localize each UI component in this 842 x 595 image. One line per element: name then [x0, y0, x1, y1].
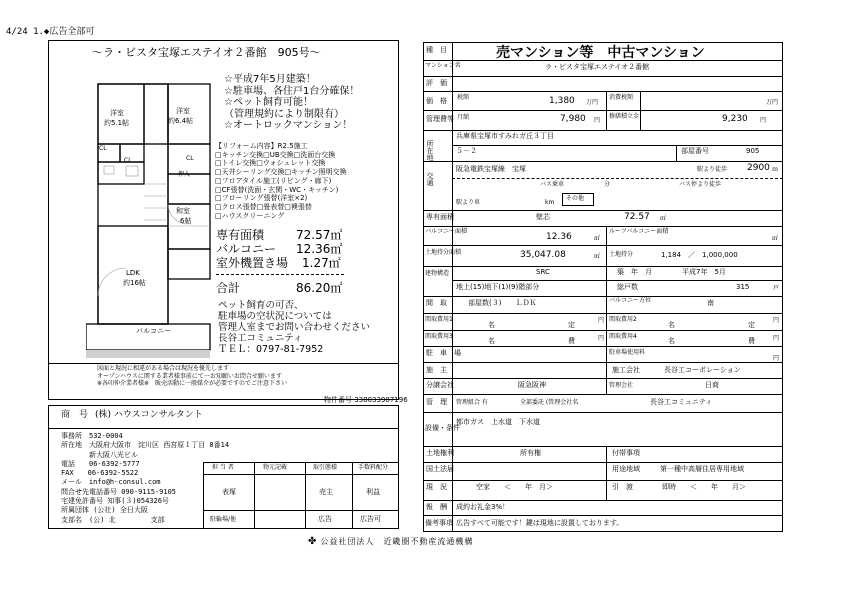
reform-item: □天井シーリング交換□キッチン照明交換 [215, 168, 347, 177]
ad-value: 広告可 [360, 515, 381, 523]
point-5: ☆オートロックマンション！ [224, 120, 353, 131]
room-japanese-size: 6帖 [180, 217, 192, 225]
mgmt-sub: 月額 [457, 114, 470, 121]
exclusive-label: 専有面積 [426, 213, 454, 221]
balcony-area-label: バルコニー面積 [425, 228, 468, 235]
ad-label: 広告 [318, 515, 332, 523]
row-line [423, 226, 783, 227]
repair-unit: 円 [760, 117, 767, 124]
units-label: 総戸数 [617, 283, 638, 291]
total-label: 合計 [216, 281, 241, 295]
room-western-2: 洋室 [176, 107, 190, 115]
company-detail-line: 新大阪八光ビル [61, 450, 138, 459]
row-line [423, 245, 783, 246]
grid-value-transaction: 売主 [319, 488, 333, 496]
constructor-value: 長谷工コーポレーション [664, 366, 741, 374]
cell-line [676, 145, 677, 161]
row-line [423, 266, 783, 267]
row-line [423, 412, 783, 413]
mgmt-company-value: 日商 [705, 381, 719, 389]
total-value: 86.20㎡ [296, 281, 343, 295]
structure-label: 建物構造 [425, 270, 450, 277]
parking-fee-unit: 円 [773, 355, 780, 362]
cell-line [606, 446, 607, 500]
property-serial: 物件番号 338033987196 [324, 396, 408, 404]
tax-label: 消費税額 [609, 94, 634, 101]
row-line [423, 480, 783, 481]
reform-item: □CF張替(洗面・玄関・WC・キッチン) [215, 185, 339, 194]
row-line [423, 446, 783, 447]
builder-label: 施 主 [426, 366, 447, 374]
mgmt-value: 7,980 [560, 114, 586, 124]
fee1-label: 関取費用1 [425, 316, 453, 323]
fee3-unit: 円 [598, 335, 605, 342]
row-line [423, 296, 783, 297]
parking-fee-label: 駐車場使用料 [609, 349, 646, 356]
layout-value: 部屋数(３) ＬＤＫ [468, 299, 537, 307]
management-company: 長谷工コミュニティ [650, 398, 713, 406]
grid-line [203, 510, 399, 511]
traffic-label: 交通 [426, 172, 434, 186]
floors-value: 地上(15)地下(1)(9)階部分 [456, 283, 540, 291]
status-label: 現 況 [426, 483, 447, 491]
reform-item: □ハウスクリーニング [215, 211, 285, 220]
area-value-exclusive: 72.57㎡ [296, 228, 343, 242]
management-form: 全部委託 (管理会社名 [520, 399, 579, 406]
pet-note-line: 管理人室までお問い合わせください [218, 322, 371, 333]
fee4-unit: 円 [773, 335, 780, 342]
disclaimer-line: ※各印仲介業者様※ 販売活動に一般媒介が必要ですのでご注意下さい [97, 380, 288, 387]
balcony-area-unit: ㎡ [594, 235, 601, 242]
equipment-label: 設備・条件 [425, 424, 460, 432]
fee3-b: 費 [568, 337, 575, 345]
grid-header-transaction: 取引態様 [313, 464, 338, 471]
pet-note-line: 長谷工コミュニティ [218, 333, 303, 344]
row-line [423, 515, 783, 516]
grid-line [254, 462, 255, 529]
structure-value: SRC [536, 268, 550, 276]
room-ldk-size: 約16帖 [123, 279, 146, 287]
company-detail-line: 所在地 大阪府大阪市 淀川区 西宮原１丁目 8番14 [61, 441, 230, 450]
reform-item: □トイレ交換□ウォシュレット交換 [215, 159, 326, 168]
row-line [423, 60, 783, 61]
grid-line [203, 474, 399, 475]
seller-value: 阪急阪神 [518, 381, 546, 389]
walk-label: 駅より徒歩 [697, 166, 728, 173]
repair-value: 9,230 [722, 114, 748, 124]
station-value: 阪急電鉄宝塚線 宝塚 [456, 165, 526, 173]
exclusive-value: 72.57 [624, 212, 650, 222]
closet-label-1: CL [99, 145, 107, 152]
trade-name: (株) ハウスコンサルタント [95, 410, 203, 420]
mgmt-label: 管理費等 [426, 115, 454, 123]
price-value: 1,380 [549, 96, 575, 106]
other-label: その他 [566, 195, 585, 202]
management-type: 管理組合 有 [456, 399, 488, 406]
row-line [423, 210, 783, 211]
grid-line [352, 462, 353, 529]
row-line [423, 346, 783, 347]
disclaimer [97, 365, 287, 388]
row-line [452, 280, 783, 281]
row-line [423, 362, 783, 363]
disclaimer-line: 図面と現況に相違がある場合は現況を優先します [97, 365, 230, 372]
land-rights-label: 土地権利 [426, 449, 454, 457]
constructor-label: 施工会社 [612, 366, 640, 374]
area-label-balcony: バルコニー [216, 242, 277, 256]
hyoka-label: 評 価 [426, 79, 447, 87]
units-value: 315 [736, 283, 750, 291]
sheet-header-label: 種 目 [426, 46, 447, 54]
row-line [423, 91, 783, 92]
pet-note-line: ペット飼育の可否、 [218, 300, 304, 311]
car-label: 駅より車 [456, 199, 481, 206]
room-no-label: 部屋番号 [681, 147, 709, 155]
units-unit: 戸 [773, 285, 780, 292]
fee4-label: 関取費用4 [609, 333, 637, 340]
sheet-title: 売マンション等 中古マンション [496, 45, 705, 61]
floor-plan [86, 66, 218, 366]
row-line [423, 130, 783, 131]
grid-value-agent: 表塚 [222, 488, 236, 496]
area-value-balcony: 12.36㎡ [296, 242, 343, 256]
reform-item: □フロアタイル施工(リビング・廊下) [215, 176, 332, 185]
land-label: 土地持分面積 [425, 249, 462, 256]
zoning-label: 国土法届 [426, 465, 454, 473]
built-value: 平成7年 5月 [682, 268, 726, 276]
grid-header-source: 物元記載 [263, 464, 288, 471]
tax-unit: 万円 [766, 99, 779, 106]
company-divider [48, 428, 399, 429]
row-line [423, 330, 783, 331]
row-line [423, 110, 783, 111]
price-unit: 万円 [586, 99, 599, 106]
bus-label: バス乗車 [540, 181, 565, 188]
mgmt-company-label: 管理会社 [609, 382, 634, 389]
balcony-label: バルコニー [136, 327, 171, 335]
equipment-value: 都市ガス 上水道 下水道 [456, 418, 540, 426]
room-japanese: 和室 [176, 207, 190, 215]
fee2-unit: 円 [773, 317, 780, 324]
total-divider [216, 274, 344, 275]
footer [308, 536, 473, 547]
bus-unit: 分 [604, 181, 611, 188]
company-detail-line: 支部名 (公) 北 支部 [61, 515, 165, 524]
row-line [423, 313, 783, 314]
company-detail-line: FAX 06-6392-5522 [61, 469, 139, 478]
land-value: 35,047.08 [520, 250, 566, 260]
mgmt-unit: 円 [594, 117, 601, 124]
layout-label: 間 取 [426, 299, 447, 307]
reward-value: 成約お礼金3%！ [456, 503, 510, 511]
fee1-a: 名 [488, 321, 495, 329]
company-detail-line: 電話 06-6392-5777 [61, 459, 140, 468]
grid-line [305, 462, 306, 529]
balcony-area-value: 12.36 [546, 232, 572, 242]
trade-label: 商 号 [61, 410, 89, 420]
room-no-value: 905 [746, 147, 760, 155]
reform-item: □フローリング張替(洋室×2) [215, 194, 308, 203]
row-line [423, 76, 783, 77]
busstop-label: バス停より徒歩 [679, 181, 722, 188]
built-label: 築 年 月 [617, 268, 652, 276]
row-line [423, 500, 783, 501]
reform-item: □キッチン交換□UB交換□洗面台交換 [215, 150, 336, 159]
fee2-b: 定 [748, 321, 755, 329]
fee4-b: 費 [748, 337, 755, 345]
cell-line [606, 226, 607, 266]
mansion-name: ラ・ビスタ宝塚エステイオ２番館 [545, 63, 650, 71]
company-detail-line: 宅建免許番号 知事(３)054326号 [61, 497, 169, 506]
roof-label: ルーフバルコニー面積 [609, 228, 669, 235]
remarks-value: 広告すべて可能です！鍵は現地に設置しております。 [456, 519, 624, 527]
repair-label: 修繕積立金 [609, 113, 640, 120]
use-area-label: 用途地域 [612, 465, 640, 473]
room-western-1-size: 約5.1帖 [104, 119, 130, 127]
seller-label: 分譲会社 [426, 381, 454, 389]
pet-note-line: ＴＥＬ：0797-81-7952 [218, 344, 324, 355]
grid-value-fee: 利益 [366, 488, 380, 496]
association-logo-icon: ✤ [308, 536, 317, 547]
fee1-unit: 円 [598, 317, 605, 324]
closet-label-2: CL [124, 157, 132, 164]
row-line [423, 394, 783, 395]
row-line [423, 161, 783, 162]
direction-label: バルコニー方位 [609, 297, 652, 304]
point-4: （管理規約により制限有） [224, 108, 344, 120]
walk-value: 2900 [747, 163, 770, 173]
company-detail-line: 所属団体 (公社) 全日大阪 [61, 506, 148, 515]
fee3-a: 名 [488, 337, 495, 345]
selling-points [224, 74, 359, 132]
reform-list [215, 142, 347, 220]
area-value-outdoor: 1.27㎡ [302, 256, 341, 270]
fee4-a: 名 [668, 337, 675, 345]
walk-unit: ｍ [772, 166, 779, 173]
price-label: 価 格 [426, 97, 447, 105]
reform-item: □クロス張替□畳表替□襖張替 [215, 202, 312, 211]
land-rights-value: 所有権 [520, 449, 541, 457]
point-1: ☆平成7年5月建築！ [224, 74, 316, 85]
disclaimer-divider [48, 363, 399, 364]
footer-text: 公益社団法人 近畿圏不動産流通機構 [320, 537, 474, 546]
reward-label: 報 酬 [426, 503, 447, 511]
company-detail-line: メール info@h-consul.com [61, 478, 161, 487]
grid-header-fee: 手数料配分 [358, 464, 389, 471]
delivery-value: 即時 ＜ 年 月＞ [662, 483, 746, 491]
direction-value: 南 [707, 299, 714, 307]
point-2: ☆駐車場、各住戸1台分確保！ [224, 85, 360, 97]
cell-line [606, 266, 607, 296]
company-detail-line: 事務所 532-0004 [61, 432, 123, 440]
date-code: 4/24 1.◆広告全部可 [6, 27, 95, 37]
room-western-2-size: 約6.4帖 [168, 117, 194, 125]
fee2-label: 関取費用2 [609, 316, 637, 323]
price-sub: 税額 [457, 94, 470, 101]
storage-label: 押入 [178, 171, 191, 178]
exclusive-unit: ㎡ [660, 215, 667, 222]
status-value: 空家 ＜ 年 月＞ [476, 483, 553, 491]
mansion-label: マンション名 [425, 62, 461, 69]
fee2-a: 名 [668, 321, 675, 329]
row-line [452, 145, 783, 146]
delivery-label: 引 渡 [612, 483, 633, 491]
share-value: 1,184 ／ 1,000,000 [661, 251, 738, 259]
fee3-label: 関取費用3 [425, 333, 453, 340]
room-ldk: LDK [126, 269, 140, 277]
land-unit: ㎡ [594, 253, 601, 260]
reference-label: 付帯事項 [612, 449, 640, 457]
management-label: 管 理 [426, 398, 447, 406]
car-unit: km [545, 199, 555, 206]
cell-line [606, 296, 607, 394]
closet-label-3: CL [186, 155, 194, 162]
grid-header-agent: 担 当 者 [212, 464, 234, 471]
remarks-label: 駐輪場/他 [210, 516, 237, 523]
use-area-value: 第一種中高層住居専用地域 [660, 465, 744, 473]
location-value: 兵庫県宝塚市すみれガ丘３丁目 [456, 132, 554, 140]
remarks-label-sheet: 備考事項 [425, 519, 453, 527]
fee1-b: 定 [568, 321, 575, 329]
exclusive-type: 壁芯 [536, 213, 550, 221]
roof-unit: ㎡ [772, 235, 779, 242]
location-label: 所在地 [426, 140, 434, 161]
disclaimer-line: オープンハウスに関する業者様事前にて一お知願いお問合せ願います [97, 372, 282, 380]
pet-note [218, 300, 370, 355]
reform-title: 【リフォーム内容】R2.5施工 [215, 142, 308, 150]
area-label-exclusive: 専有面積 [216, 228, 265, 242]
share-label: 土地持分 [609, 251, 634, 258]
row-line [452, 178, 783, 179]
point-3: ☆ペット飼育可能！ [224, 97, 313, 108]
row-line [423, 462, 783, 463]
lot-value: ５－２ [456, 147, 477, 155]
room-western-1: 洋室 [110, 109, 124, 117]
company-detail-line: 問合せ先電話番号 090-9115-9105 [61, 487, 177, 496]
row-line [423, 378, 783, 379]
pet-note-line: 駐車場の空状況については [218, 311, 332, 322]
area-label-outdoor: 室外機置き場 [216, 256, 289, 270]
flyer-title: ～ラ・ビスタ宝塚エステイオ２番館 905号～ [92, 46, 321, 59]
parking-label: 駐 車 場 [426, 349, 461, 357]
